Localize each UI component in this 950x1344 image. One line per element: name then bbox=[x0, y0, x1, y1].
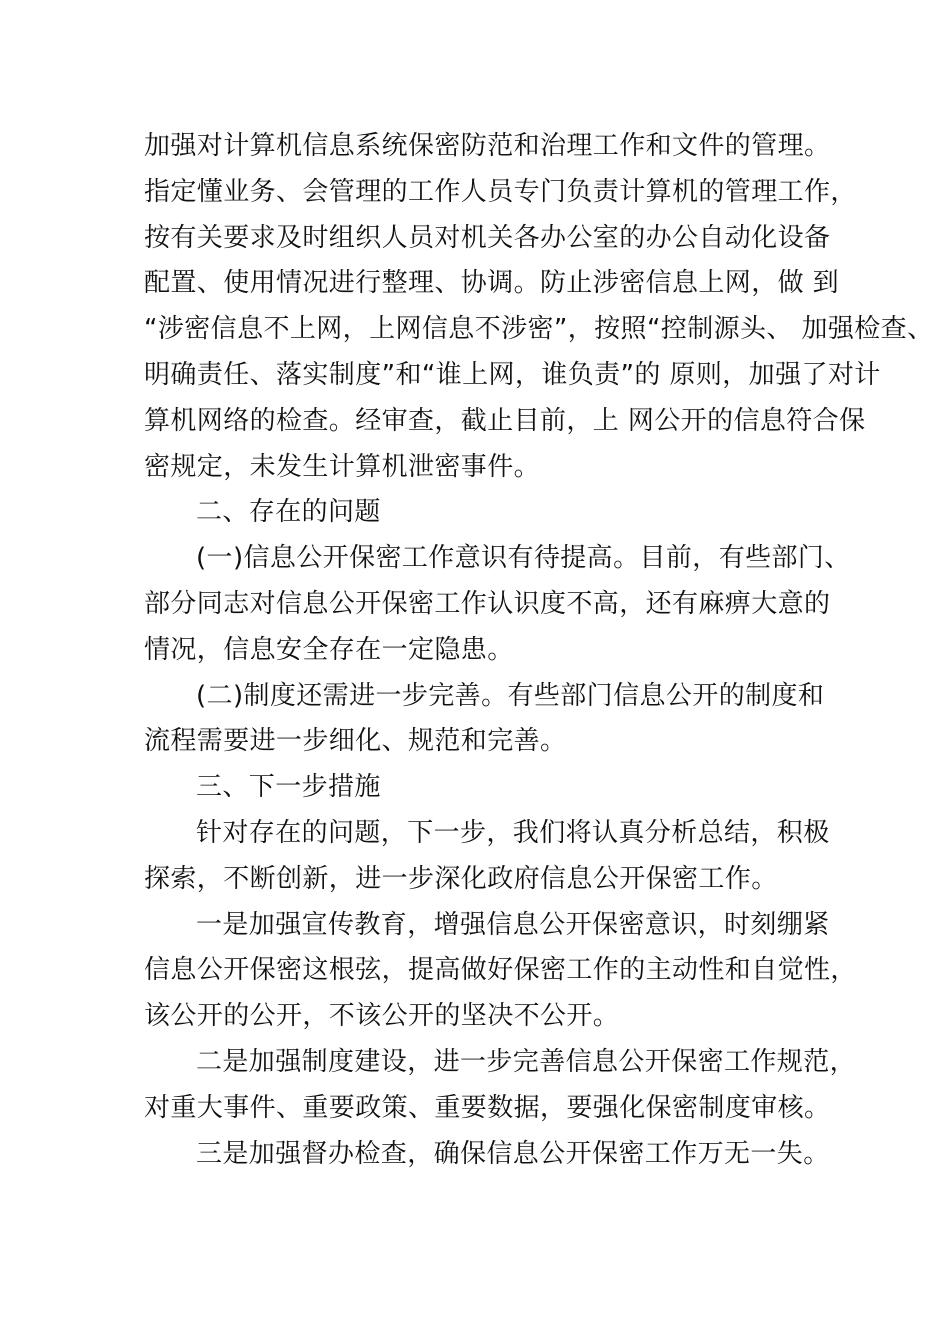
text-line: 探索，不断创新，进一步深化政府信息公开保密工作。 bbox=[144, 863, 778, 894]
text-line: 一是加强宣传教育，增强信息公开保密意识，时刻绷紧 bbox=[196, 909, 830, 940]
text-line: (二)制度还需进一步完善。有些部门信息公开的制度和 bbox=[196, 680, 825, 711]
text-line: 对重大事件、重要政策、重要数据，要强化保密制度审核。 bbox=[144, 1092, 831, 1123]
text-line: 明确责任、落实制度”和“谁上网，谁负责”的 原则，加强了对计 bbox=[144, 359, 881, 390]
text-line: 密规定，未发生计算机泄密事件。 bbox=[144, 451, 541, 482]
text-line: “涉密信息不上网，上网信息不涉密”，按照“控制源头、 加强检查、 bbox=[144, 314, 934, 345]
section-heading-next-steps: 三、下一步措施 bbox=[196, 772, 381, 803]
text-line: 信息公开保密这根弦，提高做好保密工作的主动性和自觉性， bbox=[144, 955, 857, 986]
text-line: 加强对计算机信息系统保密防范和治理工作和文件的管理。 bbox=[144, 131, 831, 161]
text-line: 情况，信息安全存在一定隐患。 bbox=[144, 634, 514, 665]
text-line: 按有关要求及时组织人员对机关各办公室的办公自动化设备 bbox=[144, 222, 831, 253]
section-heading-problems: 二、存在的问题 bbox=[196, 497, 381, 528]
document-body bbox=[144, 124, 934, 1177]
text-line: 指定懂业务、会管理的工作人员专门负责计算机的管理工作， bbox=[144, 176, 857, 207]
text-line: 部分同志对信息公开保密工作认识度不高，还有麻痹大意的 bbox=[144, 588, 831, 619]
text-line: 算机网络的检查。经审查，截止目前，上 网公开的信息符合保 bbox=[144, 405, 866, 436]
text-line: 二是加强制度建设，进一步完善信息公开保密工作规范， bbox=[196, 1046, 857, 1077]
text-line: 流程需要进一步细化、规范和完善。 bbox=[144, 726, 567, 757]
text-line: 三是加强督办检查，确保信息公开保密工作万无一失。 bbox=[196, 1138, 830, 1169]
text-line: 配置、使用情况进行整理、协调。防止涉密信息上网，做 到 bbox=[144, 268, 840, 299]
text-line: 针对存在的问题，下一步，我们将认真分析总结，积极 bbox=[196, 817, 830, 848]
text-line: 该公开的公开，不该公开的坚决不公开。 bbox=[144, 1001, 620, 1032]
text-line: (一)信息公开保密工作意识有待提高。目前，有些部门、 bbox=[196, 543, 851, 574]
